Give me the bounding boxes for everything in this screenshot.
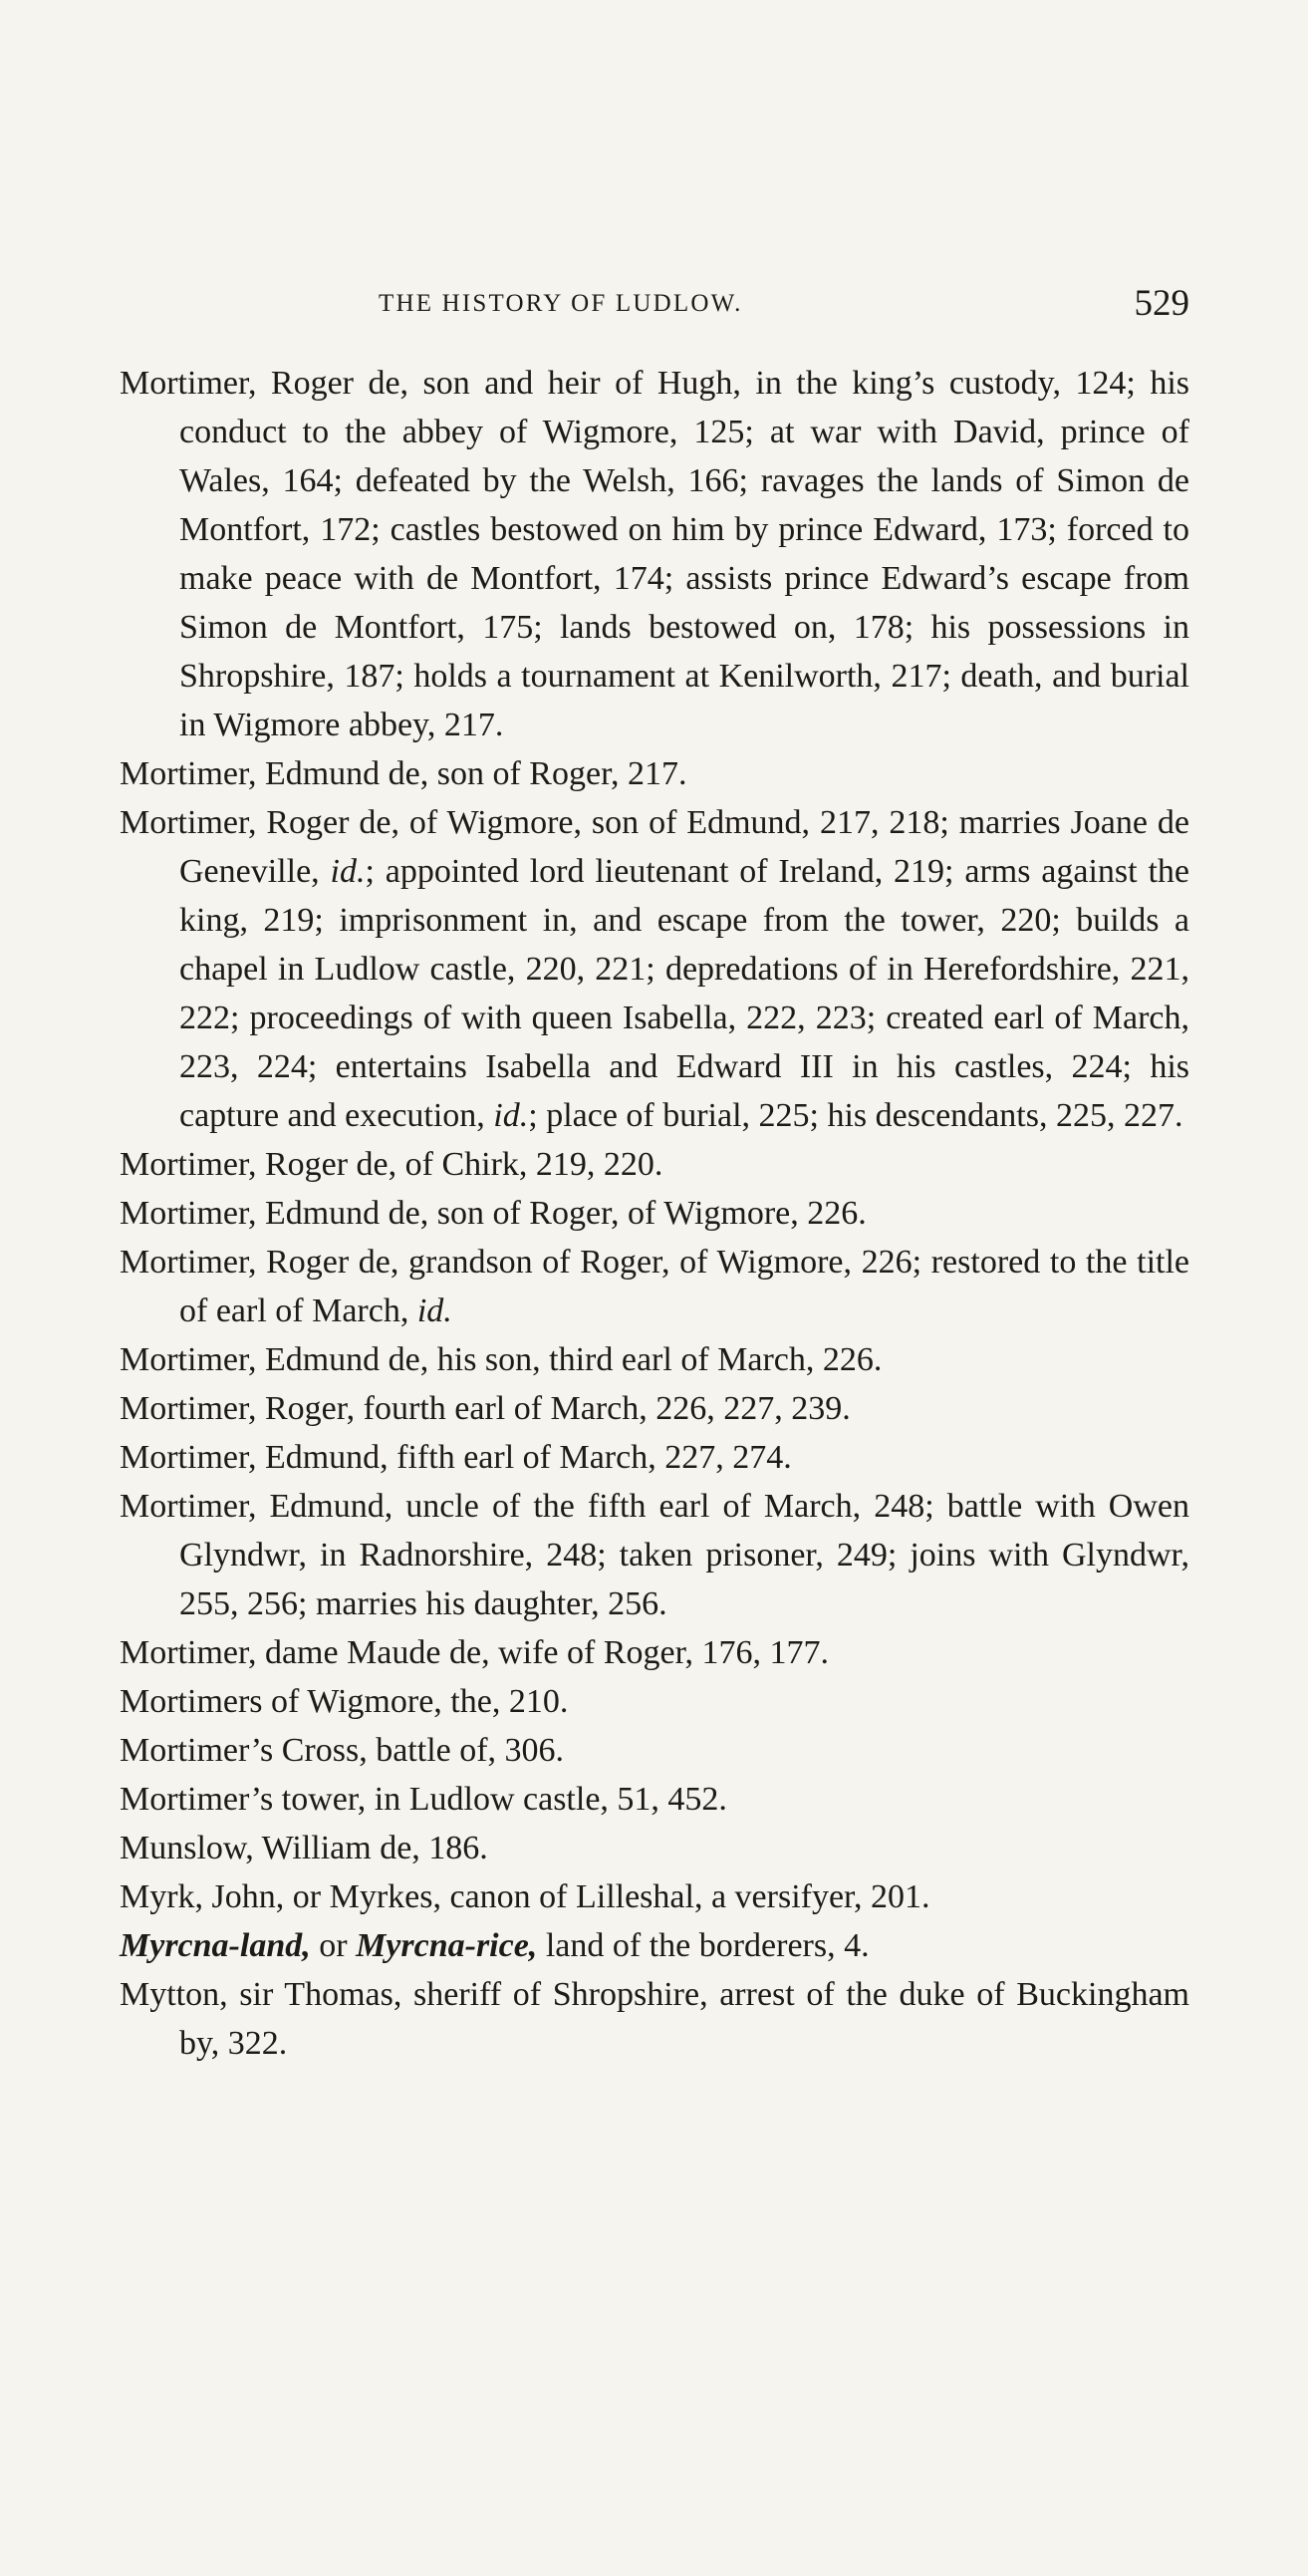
index-entry: Mortimer, Roger, fourth earl of March, 226, 227, 239. (120, 1390, 851, 1427)
index-entry: Mortimer, Roger de, of Wigmore, son of Edmund, 217, 218; marries Joane de Geneville, id.; appointed lord lieutenant of Ireland, 219; arms against the king, 219; imprisonment in, and escape from the tower, 220; builds a chapel in Ludlow castle, 220, 221; depredations of in Herefordshire, 221, 222; proceedings of with queen Isabella, 222, 223; created earl of March, 223, 224; entertains Isabella and Edward III in his castles, 224; his capture and execution, id.; place of burial, 225; his descendants, 225, 227. (120, 804, 1189, 1134)
index-entry: Mortimer, Edmund de, son of Roger, of Wigmore, 226. (120, 1195, 867, 1232)
index-entry: Myrcna-land, or Myrcna-rice, land of the borderers, 4. (120, 1927, 870, 1964)
running-title: THE HISTORY OF LUDLOW. (379, 290, 743, 317)
index-entry: Myrk, John, or Myrkes, canon of Lilleshal, a versifyer, 201. (120, 1878, 930, 1915)
index-entry: Mortimers of Wigmore, the, 210. (120, 1683, 569, 1720)
index-list (120, 359, 1189, 2068)
index-entry: Mortimer’s Cross, battle of, 306. (120, 1732, 565, 1769)
index-entry: Mortimer, Roger de, of Chirk, 219, 220. (120, 1146, 663, 1183)
running-head (120, 282, 1189, 332)
index-entry: Mortimer, Edmund, fifth earl of March, 227, 274. (120, 1439, 792, 1476)
index-entry: Mortimer, Roger de, son and heir of Hugh, in the king’s custody, 124; his conduct to the abbey of Wigmore, 125; at war with David, prince of Wales, 164; defeated by the Welsh, 166; ravages the lands of Simon de Montfort, 172; castles bestowed on him by prince Edward, 173; forced to make peace with de Montfort, 174; assists prince Edward’s escape from Simon de Montfort, 175; lands bestowed on, 178; his possessions in Shropshire, 187; holds a tournament at Kenilworth, 217; death, and burial in Wigmore abbey, 217. (120, 365, 1189, 743)
page-number: 529 (1134, 283, 1189, 324)
index-entry: Mortimer, dame Maude de, wife of Roger, 176, 177. (120, 1634, 830, 1671)
index-entry: Mortimer, Edmund, uncle of the fifth earl of March, 248; battle with Owen Glyndwr, in Radnorshire, 248; taken prisoner, 249; joins with Glyndwr, 255, 256; marries his daughter, 256. (120, 1488, 1189, 1622)
index-entry: Munslow, William de, 186. (120, 1830, 488, 1866)
index-entry: Mortimer, Edmund de, son of Roger, 217. (120, 755, 687, 792)
index-entry: Mytton, sir Thomas, sheriff of Shropshire, arrest of the duke of Buckingham by, 322. (120, 1976, 1189, 2062)
index-entry: Mortimer’s tower, in Ludlow castle, 51, 452. (120, 1781, 727, 1818)
index-entry: Mortimer, Edmund de, his son, third earl of March, 226. (120, 1341, 883, 1378)
index-entry: Mortimer, Roger de, grandson of Roger, of Wigmore, 226; restored to the title of earl of March, id. (120, 1244, 1189, 1329)
